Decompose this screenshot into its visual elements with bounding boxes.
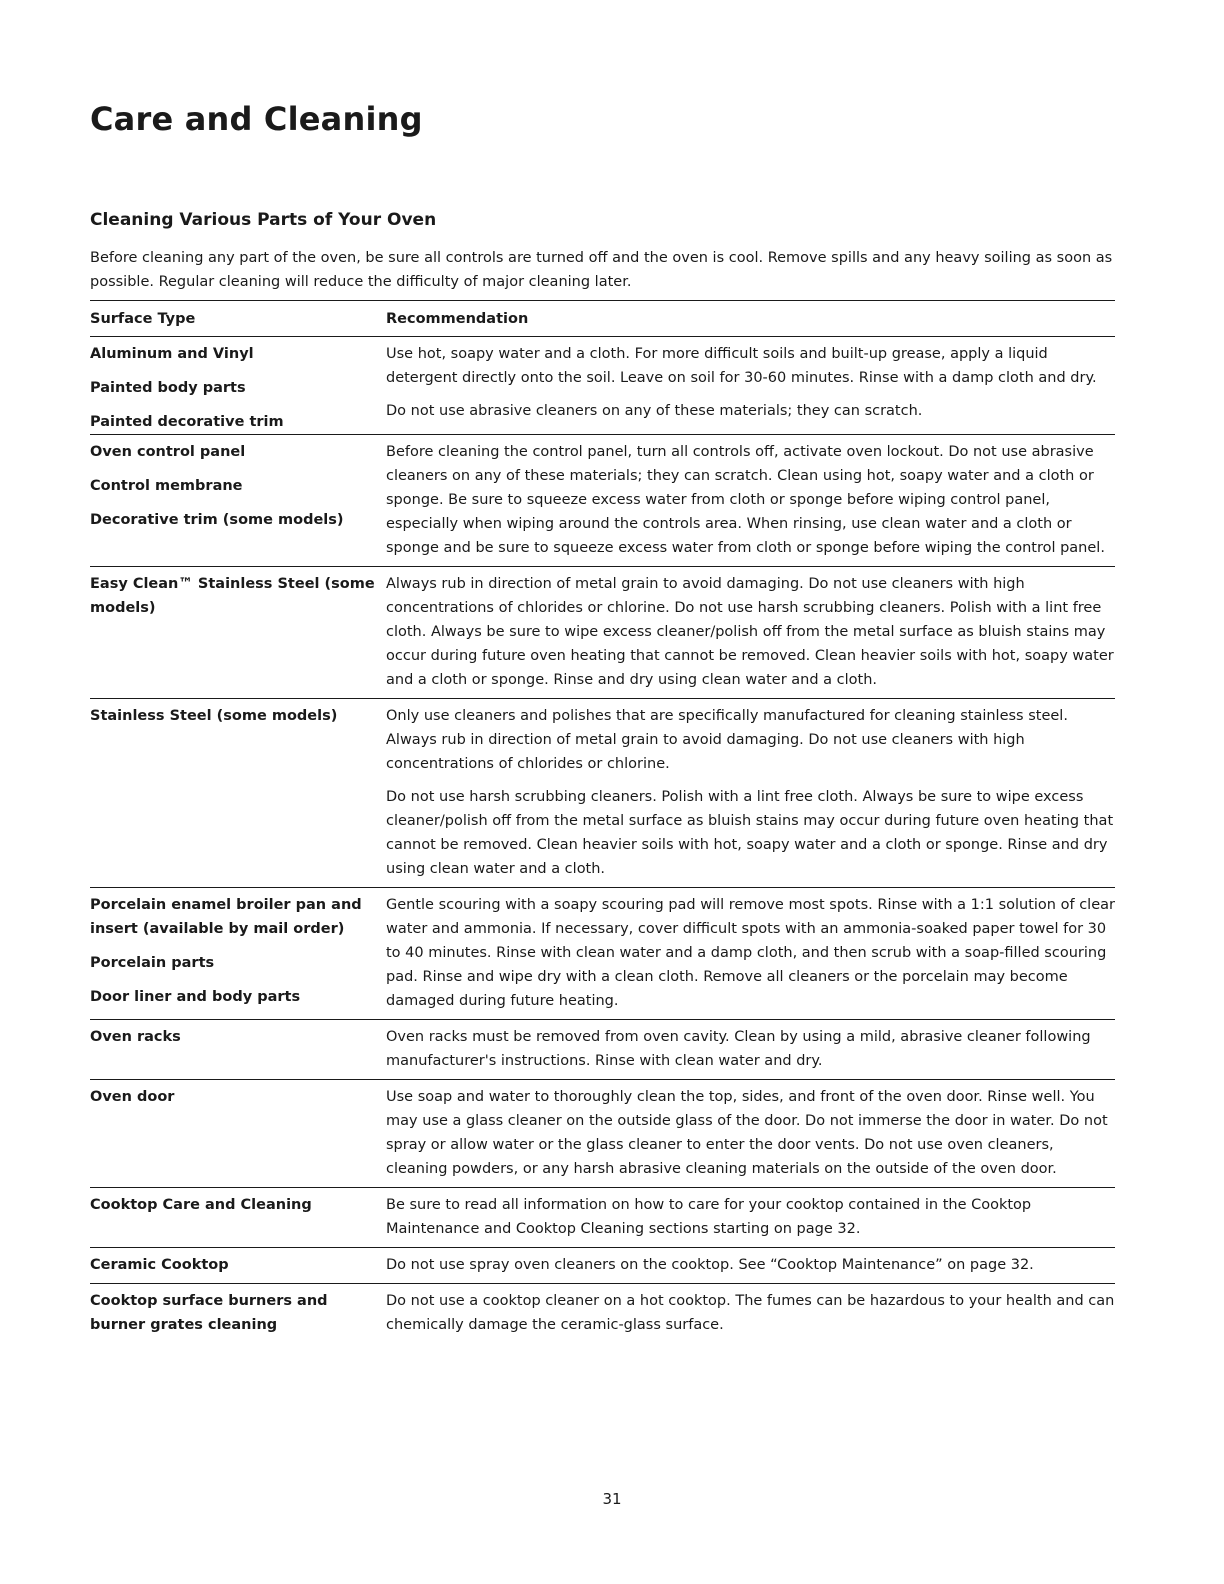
table-row (90, 337, 1115, 435)
surface-type-cell (90, 337, 386, 434)
recommendation-cell (386, 1188, 1115, 1247)
recommendation-cell (386, 888, 1115, 1019)
page-title: Care and Cleaning (90, 100, 423, 138)
recommendation-cell (386, 1020, 1115, 1079)
recommendation-text: Before cleaning the control panel, turn all controls off, activate oven lockout. Do not use abrasive cleaners on any of these materials; they can scratch. Clean using hot, soapy water and a cloth or sponge. Be sure to squeeze excess water from cloth or sponge before wiping control panel, especially when wiping around the controls area. When rinsing, use clean water and a cloth or sponge and be sure to squeeze excess water from cloth or sponge before wiping the control panel. (386, 444, 1105, 556)
surface-type-label: Oven door (90, 1089, 175, 1105)
surface-type-label: Oven control panel (90, 444, 246, 460)
surface-type-label: Cooktop Care and Cleaning (90, 1197, 312, 1213)
section-title: Cleaning Various Parts of Your Oven (90, 210, 437, 230)
surface-type-label: Painted decorative trim (90, 414, 284, 430)
surface-type-cell (90, 1080, 386, 1187)
surface-type-cell (90, 888, 386, 1019)
intro-paragraph: Before cleaning any part of the oven, be sure all controls are turned off and the oven is cool. Remove spills and any heavy soiling as soon as possible. Regular cleaning will reduce the difficulty of major cleaning later. (90, 250, 1113, 290)
recommendation-text: Only use cleaners and polishes that are specifically manufactured for cleaning stainless steel. Always rub in direction of metal grain to avoid damaging. Do not use cleaners with high concentrations of chlorides or chlorine. (386, 708, 1068, 772)
table-row (90, 1284, 1115, 1343)
recommendation-text: Do not use a cooktop cleaner on a hot cooktop. The fumes can be hazardous to your health and can chemically damage the ceramic-glass surface. (386, 1293, 1115, 1333)
surface-type-label: Stainless Steel (some models) (90, 708, 338, 724)
recommendation-cell (386, 1080, 1115, 1187)
surface-type-cell (90, 1248, 386, 1283)
table-row (90, 1188, 1115, 1248)
table-row (90, 1080, 1115, 1188)
table-row (90, 1020, 1115, 1080)
surface-type-label: Oven racks (90, 1029, 181, 1045)
table-row (90, 699, 1115, 888)
surface-type-cell (90, 1020, 386, 1079)
surface-type-label: Door liner and body parts (90, 989, 301, 1005)
surface-type-label: Painted body parts (90, 380, 246, 396)
recommendation-text: Do not use abrasive cleaners on any of these materials; they can scratch. (386, 403, 923, 419)
recommendation-cell (386, 337, 1115, 434)
recommendation-cell (386, 699, 1115, 887)
surface-type-label: Decorative trim (some models) (90, 512, 344, 528)
surface-type-label: Control membrane (90, 478, 243, 494)
header-surface-type: Surface Type (90, 310, 196, 327)
surface-type-cell (90, 1188, 386, 1247)
surface-type-label: Aluminum and Vinyl (90, 346, 254, 362)
page-number: 31 (602, 1490, 622, 1508)
table-row (90, 567, 1115, 699)
table-row (90, 888, 1115, 1020)
recommendation-text: Be sure to read all information on how to care for your cooktop contained in the Cooktop Maintenance and Cooktop Cleaning sections starting on page 32. (386, 1197, 1032, 1237)
recommendation-text: Use hot, soapy water and a cloth. For more difficult soils and built-up grease, apply a liquid detergent directly onto the soil. Leave on soil for 30-60 minutes. Rinse with a damp cloth and dry. (386, 346, 1097, 386)
recommendation-text: Always rub in direction of metal grain to avoid damaging. Do not use cleaners with high concentrations of chlorides or chlorine. Do not use harsh scrubbing cleaners. Polish with a lint free cloth. Always be sure to wipe excess cleaner/polish off from the metal surface as bluish stains may occur during future oven heating that cannot be removed. Clean heavier soils with hot, soapy water and a cloth or sponge. Rinse and dry using clean water and a cloth. (386, 576, 1114, 688)
surface-type-cell (90, 699, 386, 887)
recommendation-cell (386, 435, 1115, 566)
recommendation-text: Gentle scouring with a soapy scouring pad will remove most spots. Rinse with a 1:1 solution of clear water and ammonia. If necessary, cover difficult spots with an ammonia-soaked paper towel for 30 to 40 minutes. Rinse with clean water and a damp cloth, and then scrub with a soap-filled scouring pad. Rinse and wipe dry with a clean cloth. Remove all cleaners or the porcelain may become damaged during future heating. (386, 897, 1115, 1009)
table-row (90, 435, 1115, 567)
surface-type-cell (90, 567, 386, 698)
recommendation-text: Use soap and water to thoroughly clean the top, sides, and front of the oven door. Rinse well. You may use a glass cleaner on the outside glass of the door. Do not immerse the door in water. Do not spray or allow water or the glass cleaner to enter the door vents. Do not use oven cleaners, cleaning powders, or any harsh abrasive cleaning materials on the outside of the oven door. (386, 1089, 1108, 1177)
recommendation-text: Oven racks must be removed from oven cavity. Clean by using a mild, abrasive cleaner following manufacturer's instructions. Rinse with clean water and dry. (386, 1029, 1091, 1069)
table-header (90, 301, 1115, 337)
surface-type-label: Porcelain enamel broiler pan and insert (available by mail order) (90, 897, 362, 937)
surface-type-label: Cooktop surface burners and burner grates cleaning (90, 1293, 328, 1333)
surface-type-label: Ceramic Cooktop (90, 1257, 229, 1273)
cleaning-table (90, 300, 1115, 1343)
recommendation-text: Do not use harsh scrubbing cleaners. Polish with a lint free cloth. Always be sure to wipe excess cleaner/polish off from the metal surface as bluish stains may occur during future oven heating that cannot be removed. Clean heavier soils with hot, soapy water and a cloth or sponge. Rinse and dry using clean water and a cloth. (386, 789, 1114, 877)
surface-type-label: Porcelain parts (90, 955, 215, 971)
surface-type-cell (90, 435, 386, 566)
table-body (90, 337, 1115, 1343)
recommendation-text: Do not use spray oven cleaners on the cooktop. See “Cooktop Maintenance” on page 32. (386, 1257, 1034, 1273)
surface-type-label: Easy Clean™ Stainless Steel (some models) (90, 576, 375, 616)
recommendation-cell (386, 567, 1115, 698)
recommendation-cell (386, 1284, 1115, 1343)
recommendation-cell (386, 1248, 1115, 1283)
surface-type-cell (90, 1284, 386, 1343)
table-row (90, 1248, 1115, 1284)
header-recommendation: Recommendation (386, 310, 529, 327)
